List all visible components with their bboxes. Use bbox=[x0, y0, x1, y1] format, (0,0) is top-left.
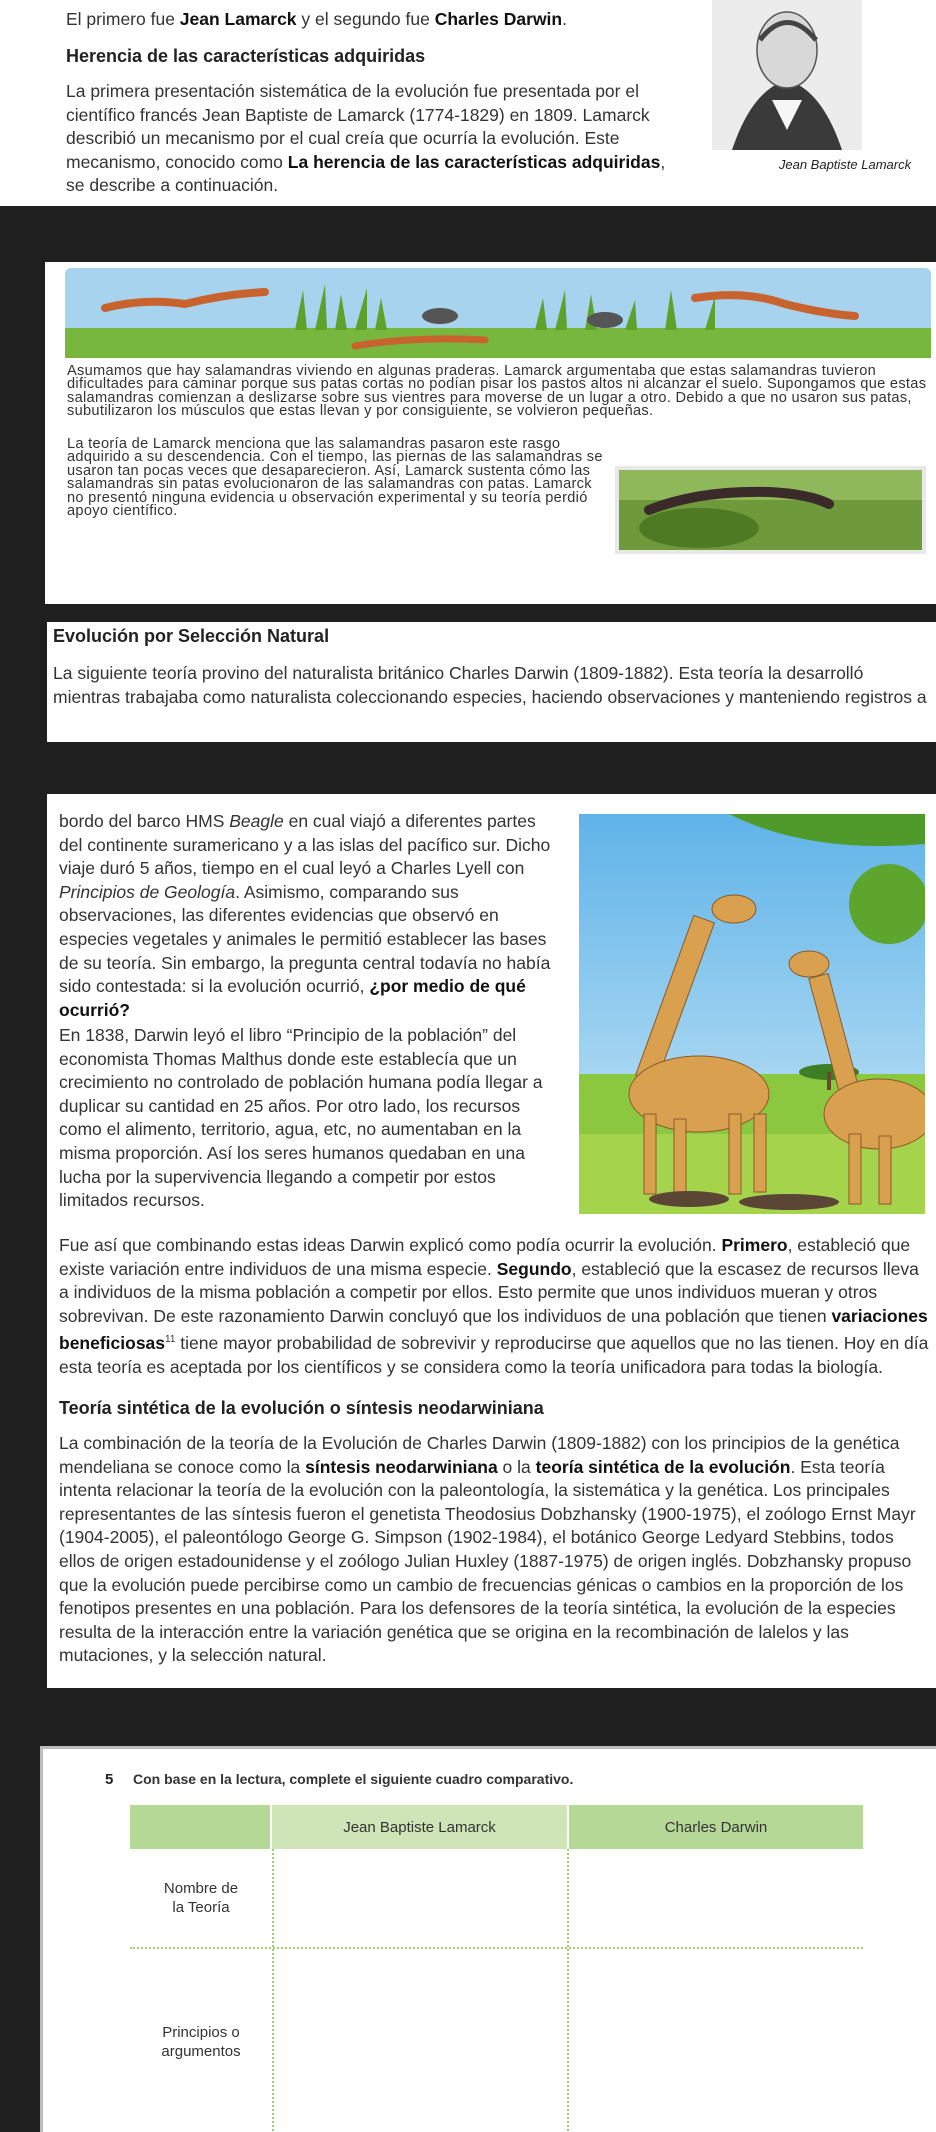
salamander-photo bbox=[615, 466, 926, 554]
natural-selection-panel bbox=[47, 622, 936, 742]
salamander-panel bbox=[45, 262, 936, 604]
darwin-text: o la bbox=[497, 1456, 536, 1477]
darwin-paragraph-2: En 1838, Darwin leyó el libro “Principio de la población” del economista Thomas Malthus donde este establecía que un crecimiento no controlado de población humana podía llegar a duplicar su cantidad en 25 años. Por otro lado, los recursos como el alimento, territorio, agua, etc, no aumentaban en la misma proporción. Así los seres humanos quedaban en una lucha por la supervivencia llegando a competir por estos limitados recursos. bbox=[59, 1025, 543, 1211]
teoria-sintetica-bold: teoría sintética de la evolución bbox=[535, 1456, 791, 1477]
darwin-text: La combinación de la teoría de la Evolución de Charles Darwin (1809-1882) con los principios de la genética mendeliana se conoce como la bbox=[59, 1433, 900, 1477]
table-header-lamarck bbox=[272, 1805, 567, 1849]
lamarck-portrait bbox=[712, 0, 862, 150]
cell-lamarck-principles[interactable] bbox=[272, 1949, 569, 2132]
intro-bold-lamarck: Jean Lamarck bbox=[179, 9, 297, 29]
variaciones-bold: variaciones beneficiosas bbox=[59, 1305, 928, 1354]
activity-panel bbox=[40, 1746, 936, 2132]
darwin-text: tiene mayor probabilidad de sobrevivir y reproducirse que aquellos que no las tienen. Hoy en día esta teoría es aceptada por los científicos y se considera como la teoría unificadora para todas la biología. bbox=[59, 1333, 929, 1377]
table-corner-cell bbox=[130, 1805, 270, 1849]
lamarck-paragraph-bold: La herencia de las características adquiridas bbox=[287, 151, 661, 172]
row-label-theory-name bbox=[130, 1849, 272, 1947]
intro-line bbox=[66, 8, 567, 32]
natural-selection-paragraph: La siguiente teoría provino del naturalista británico Charles Darwin (1809-1882). Esta teoría la desarrolló mientras trabajaba como naturalista coleccionando especies, haciendo observaciones y manteniendo registros a bbox=[53, 663, 927, 707]
cell-darwin-theory[interactable] bbox=[569, 1849, 863, 1947]
lamarck-paragraph bbox=[66, 80, 680, 198]
row-label-theory-text: Nombre de la Teoría bbox=[163, 1880, 239, 1916]
darwin-text: , estableció que la escasez de recursos lleva a individuos de la misma población a competir por ellos. Esto permite que unos individuos mueran y otros sobrevivan. De este razonamiento Darwin concluyó que los individuos de una población que tienen bbox=[59, 1258, 919, 1326]
darwin-text: , estableció que existe variación entre individuos de una misma especie. bbox=[59, 1235, 911, 1279]
salamander-paragraph-1: Asumamos que hay salamandras viviendo en algunas praderas. Lamarck argumentaba que estas salamandras tuvieron dificultades para caminar porque sus patas cortas no podían pisar los pastos altos ni alcanzar el suelo. Supongamos que estas salamandras comienzan a deslizarse sobre sus vientres para moverse de un lugar a otro. Debido a que no usaron sus patas, subutilizaron los músculos que estas llevan y por consiguiente, se volvieron pequeñas. bbox=[67, 363, 927, 420]
row-label-principles bbox=[130, 1949, 272, 2132]
lamarck-paragraph-text: La primera presentación sistemática de la evolución fue presentada por el científico francés Jean Baptiste de Lamarck (1774-1829) en 1809. Lamarck describió un mecanismo por el cual creía que ocurría la evolución. Este mecanismo, conocido como bbox=[66, 81, 650, 172]
darwin-text: en cual viajó a diferentes partes del continente suramericano y a las islas del pacífico sur. Dicho viaje duró 5 años, tiempo en el cual leyó a Charles Lyell con bbox=[59, 811, 551, 879]
activity-number: 5 bbox=[105, 1771, 114, 1788]
footnote-marker: 11 bbox=[165, 1334, 176, 1346]
row-label-principles-text: Principios o argumentos bbox=[161, 2024, 241, 2060]
darwin-text: Fue así que combinando estas ideas Darwin explicó como podía ocurrir la evolución. bbox=[59, 1235, 722, 1255]
segundo-bold: Segundo bbox=[496, 1258, 572, 1279]
lamarck-panel bbox=[0, 0, 936, 206]
darwin-text: bordo del barco HMS bbox=[59, 811, 230, 831]
header-lamarck-label: Jean Baptiste Lamarck bbox=[343, 1818, 496, 1836]
giraffes-savanna-illustration bbox=[579, 814, 925, 1214]
salamander-meadow-illustration bbox=[65, 268, 931, 360]
primero-bold: Primero bbox=[721, 1235, 788, 1255]
darwin-paragraph-4 bbox=[59, 1432, 933, 1668]
sintesis-bold: síntesis neodarwiniana bbox=[305, 1456, 498, 1477]
cell-lamarck-theory[interactable] bbox=[272, 1849, 569, 1947]
darwin-text: . Esta teoría intenta relacionar la teoría de la evolución con la paleontología, la sistemática y la genética. Los principales representantes de las síntesis fueron el genetista Theodosius Dobzhansky (1900-1975), el zoólogo Ernst Mayr (1904-2005), el paleontólogo George G. Simpson (1902-1984), el botánico George Ledyard Stebbins, todos ellos de origen estadounidense y el zoólogo Julian Huxley (1887-1975) de origen inglés. Dobzhansky propuso que la evolución puede percibirse como un cambio de frecuencias génicas o cambios en la proporción de los fenotipos presentes en una población. Para los defensores de la teoría sintética, la evolución de la especies resulta de la interacción entre la variación genética que se origina en la recombinación de lalelos y las mutaciones, y la selección natural. bbox=[59, 1456, 916, 1666]
geologia-italic: Principios de Geología bbox=[59, 881, 236, 902]
portrait-caption: Jean Baptiste Lamarck bbox=[778, 157, 912, 172]
lamarck-heading: Herencia de las características adquiridas bbox=[66, 46, 426, 66]
table-header-darwin bbox=[569, 1805, 863, 1849]
intro-text: El primero fue bbox=[66, 9, 180, 29]
darwin-paragraph-1 bbox=[59, 810, 553, 1022]
central-question-bold: ¿por medio de qué ocurrió? bbox=[59, 976, 526, 1020]
activity-instruction: Con base en la lectura, complete el siguiente cuadro comparativo. bbox=[133, 1771, 574, 1787]
salamander-paragraph-2: La teoría de Lamarck menciona que las salamandras pasaron este rasgo adquirido a su descendencia. Con el tiempo, las piernas de las salamandras se usaron tan pocas veces que desaparecieron. Así, Lamarck sustenta cómo las salamandras sin patas evolucionaron de las salamandras con patas. Lamarck no presentó ninguna evidencia u observación experimental y su teoría perdió apoyo científico. bbox=[67, 436, 603, 520]
synthesis-heading: Teoría sintética de la evolución o síntesis neodarwiniana bbox=[59, 1398, 544, 1418]
header-darwin-label: Charles Darwin bbox=[664, 1818, 768, 1836]
lamarck-paragraph-text: , se describe a continuación. bbox=[66, 151, 666, 196]
intro-text: . bbox=[562, 9, 567, 29]
intro-bold-darwin: Charles Darwin bbox=[434, 9, 563, 29]
darwin-paragraph-3 bbox=[59, 1234, 933, 1379]
cell-darwin-principles[interactable] bbox=[569, 1949, 863, 2132]
darwin-text: . Asimismo, comparando sus observaciones, las diferentes evidencias que observó en especies vegetales y animales le permitió establecer las bases de su teoría. Sin embargo, la pregunta central todavía no había sido contestada: si la evolución ocurrió, bbox=[59, 881, 551, 997]
beagle-italic: Beagle bbox=[229, 811, 284, 831]
natural-selection-heading: Evolución por Selección Natural bbox=[53, 626, 330, 646]
darwin-panel bbox=[47, 794, 936, 1688]
intro-text: y el segundo fue bbox=[296, 9, 435, 29]
